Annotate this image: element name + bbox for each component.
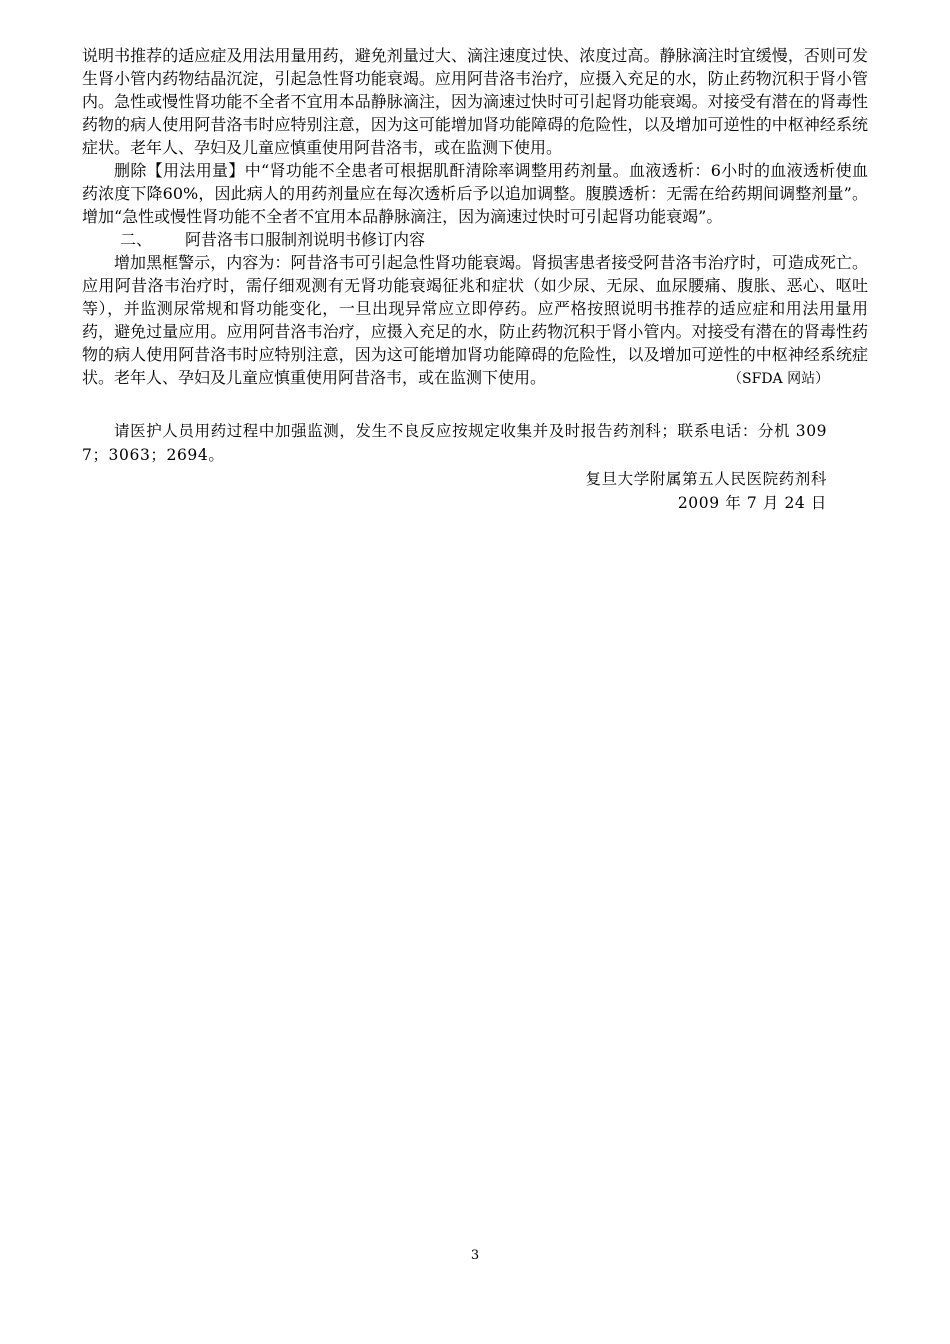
page-number: 3 <box>470 1248 480 1263</box>
section-number: 二、 <box>120 230 153 249</box>
paragraph-continuation: 说明书推荐的适应症及用法用量用药，避免剂量过大、滴注速度过快、浓度过高。静脉滴注时宜缓慢，否则可发生肾小管内药物结晶沉淀，引起急性肾功能衰竭。应用阿昔洛韦治疗，应摄入充足的水，防止药物沉积于肾小管内。急性或慢性肾功能不全者不宜用本品静脉滴注，因为滴速过快时可引起肾功能衰竭。对接受有潜在的肾毒性药物的病人使用阿昔洛韦时应特别注意，因为这可能增加肾功能障碍的危险性，以及增加可逆性的中枢神经系统症状。老年人、孕妇及儿童应慎重使用阿昔洛韦，或在监测下使用。 <box>82 46 868 157</box>
source-citation: （SFDA 网站） <box>728 371 830 387</box>
signature-date: 2009 年 7 月 24 日 <box>677 494 827 512</box>
section-title: 阿昔洛韦口服制剂说明书修订内容 <box>185 230 426 249</box>
signature-org: 复旦大学附属第五人民医院药剂科 <box>585 470 827 488</box>
document-body <box>82 44 868 515</box>
paragraph-black-box-warning <box>82 251 868 391</box>
paragraph-dosage-revision: 删除【用法用量】中“肾功能不全患者可根据肌酐清除率调整用药剂量。血液透析：6小时的血液透析使血药浓度下降60%，因此病人的用药剂量应在每次透析后予以追加调整。腹膜透析：无需在给药期间调整剂量”。增加“急性或慢性肾功能不全者不宜用本品静脉滴注，因为滴速过快时可引起肾功能衰竭”。 <box>82 161 868 226</box>
section-heading-oral <box>82 228 868 251</box>
warning-text: 增加黑框警示，内容为：阿昔洛韦可引起急性肾功能衰竭。肾损害患者接受阿昔洛韦治疗时，可造成死亡。应用阿昔洛韦治疗时，需仔细观测有无肾功能衰竭征兆和症状（如少尿、无尿、血尿腰痛、腹胀、恶心、呕吐等），并监测尿常规和肾功能变化，一旦出现异常应立即停药。应严格按照说明书推荐的适应症和用法用量用药，避免过量应用。应用阿昔洛韦治疗，应摄入充足的水，防止药物沉积于肾小管内。对接受有潜在的肾毒性药物的病人使用阿昔洛韦时应特别注意，因为这可能增加肾功能障碍的危险性，以及增加可逆性的中枢神经系统症状。老年人、孕妇及儿童应慎重使用阿昔洛韦，或在监测下使用。 <box>82 253 868 387</box>
notice-paragraph: 请医护人员用药过程中加强监测，发生不良反应按规定收集并及时报告药剂科；联系电话：分机 3097；3063；2694。 <box>82 422 828 464</box>
